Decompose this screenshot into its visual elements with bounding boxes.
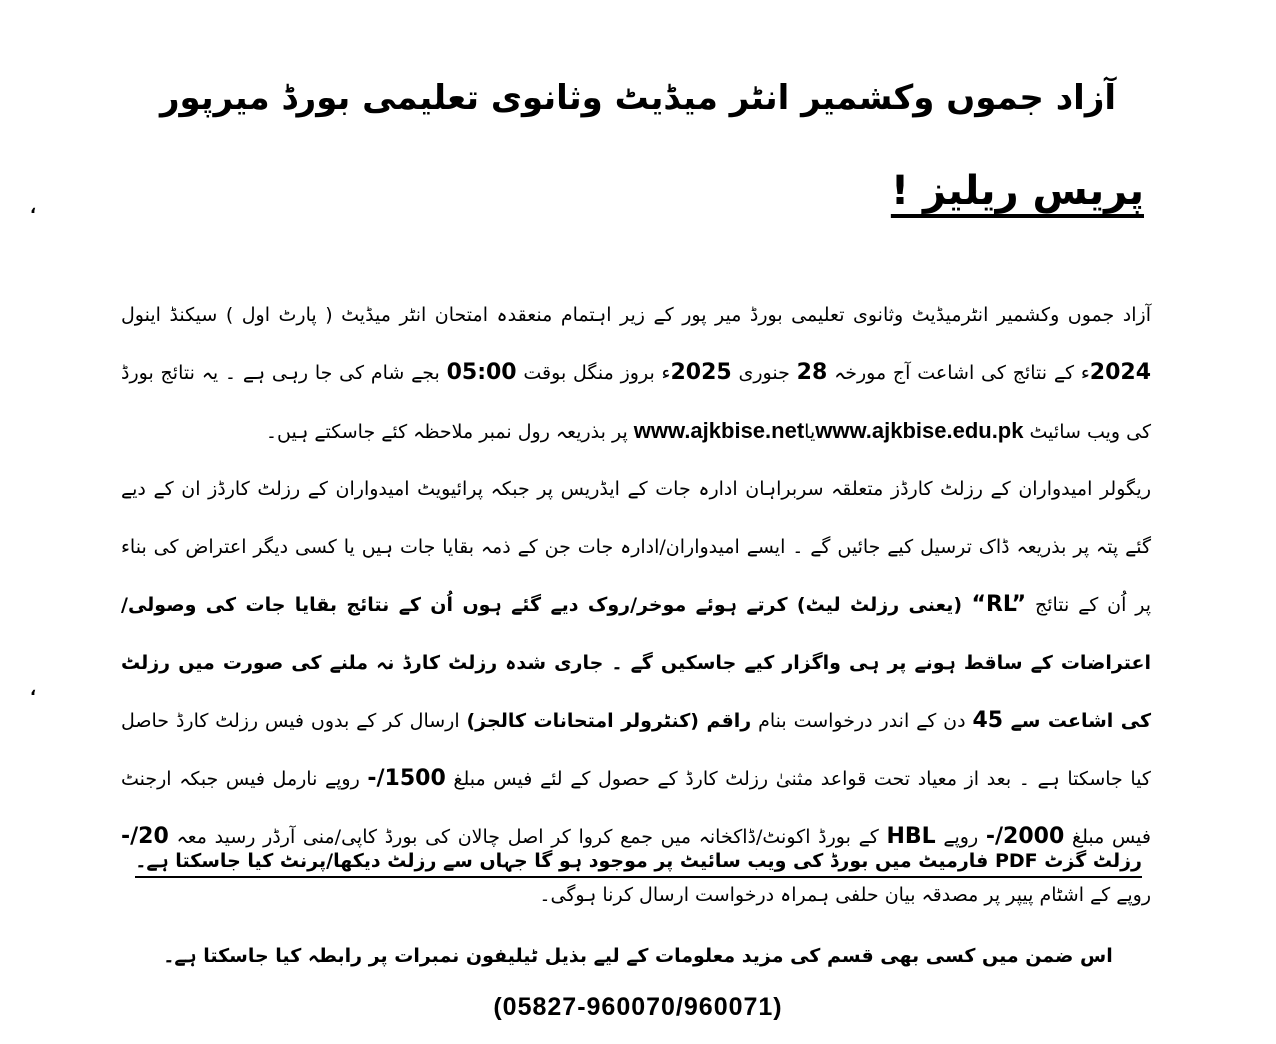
result-gazette-note: [135, 850, 1142, 878]
website-link-net[interactable]: www.ajkbise.net: [633, 418, 805, 443]
text-segment: دن کے اندر درخواست بنام: [751, 710, 973, 732]
scan-mark: ،: [30, 680, 37, 699]
text-segment: فارمیٹ میں بورڈ کی ویب سائیٹ پر موجود ہو گا جہاں سے رزلٹ دیکھا/پرنٹ کیا جاسکتا ہے۔: [135, 850, 995, 872]
year-2024: 2024: [1089, 360, 1151, 385]
text-segment: کے بورڈ اکونٹ/ڈاکخانہ میں جمع کروا کر اصل چالان کی بورڈ کاپی/منی آرڈر رسید معہ: [168, 826, 887, 848]
fee-urgent: -/2000: [985, 824, 1065, 849]
text-segment: بجے شام کی جا رہی ہے ۔ یہ نتائج بورڈ کی ویب سائیٹ: [121, 362, 1151, 443]
text-segment: ریگولر امیدواران کے رزلٹ کارڈز متعلقہ سربراہان ادارہ جات کے ایڈریس پر جبکہ پرائیویٹ امیدواران کے رزلٹ کارڈز ان کے دیے گئے پتہ پر بذریعہ ڈاک ترسیل کیے جائیں گے ۔ ایسے امیدواران/ادارہ جات جن کے ذمہ بقایا جات ہیں یا کسی دیگر اعتراض کی بناء پر اُن کے نتائج: [121, 478, 1152, 616]
text-segment: پر بذریعہ رول نمبر ملاحظہ کئے جاسکتے ہیں۔: [265, 421, 634, 443]
text-segment: ء بروز منگل بوقت: [516, 362, 671, 384]
text-segment: رزلٹ گزٹ: [1037, 850, 1142, 872]
text-segment: آزاد جموں وکشمیر انٹرمیڈیٹ وثانوی تعلیمی بورڈ میر پور کے زیر اہتمام منعقدہ امتحان انٹر میڈیٹ ( پارٹ اول ) سیکنڈ اینول: [121, 304, 1151, 326]
announcement-time: 05:00: [446, 360, 517, 385]
text-segment: ء کے نتائج کی اشاعت آج مورخہ: [827, 362, 1090, 384]
scan-mark: ،: [30, 198, 37, 217]
text-segment: روپے: [935, 826, 986, 848]
pdf-label: PDF: [994, 850, 1038, 872]
rl-label: “RL”: [971, 592, 1027, 617]
year-2025: 2025: [670, 360, 732, 385]
board-title: آزاد جموں وکشمیر انٹر میڈیٹ وثانوی تعلیمی بورڈ میرپور: [159, 78, 1117, 118]
text-segment: یا: [804, 421, 816, 443]
paragraph-results-announcement: [121, 286, 1151, 461]
controller-title: راقم (کنٹرولر امتحانات کالجز): [466, 710, 752, 732]
press-release-heading: پریس ریلیز !: [890, 168, 1144, 214]
fee-normal: -/1500: [367, 766, 446, 791]
date-day: 28: [796, 360, 828, 385]
text-segment: روپے کے اشٹام پیپر پر مصدقہ بیان حلفی ہمراہ درخواست ارسال کرنا ہوگی۔: [539, 884, 1151, 906]
contact-info-text: اس ضمن میں کسی بھی قسم کی مزید معلومات کے لیے بذیل ٹیلیفون نمبرات پر رابطہ کیا جاسکتا ہے۔: [163, 945, 1113, 967]
hbl-label: HBL: [886, 824, 936, 849]
text-segment: ارسال کر کے بدوں فیس رزلٹ کارڈ حاصل کیا جاسکتا ہے ۔ بعد از معیاد تحت قواعد مثنیٰ رزلٹ کارڈ کے حصول کے لئے فیس مبلغ: [121, 710, 1151, 790]
stamp-fee: -/20: [121, 824, 169, 849]
text-segment: (یعنی رزلٹ لیٹ) کرتے ہوئے موخر/روک دیے گئے ہوں اُن کے نتائج بقایا جات کی وصولی/اعتراضات کے ساقط ہونے پر ہی واگزار کیے جاسکیں گے ۔ جاری شدہ رزلٹ کارڈ نہ ملنے کی صورت میں رزلٹ کی اشاعت سے: [121, 594, 1152, 732]
text-segment: جنوری: [731, 362, 797, 384]
text-segment: روپے نارمل فیس جبکہ ارجنٹ فیس مبلغ: [121, 768, 1152, 848]
days-45: 45: [972, 708, 1004, 733]
phone-numbers: (05827-960070/960071): [493, 993, 783, 1021]
website-link-edu[interactable]: www.ajkbise.edu.pk: [815, 418, 1024, 443]
